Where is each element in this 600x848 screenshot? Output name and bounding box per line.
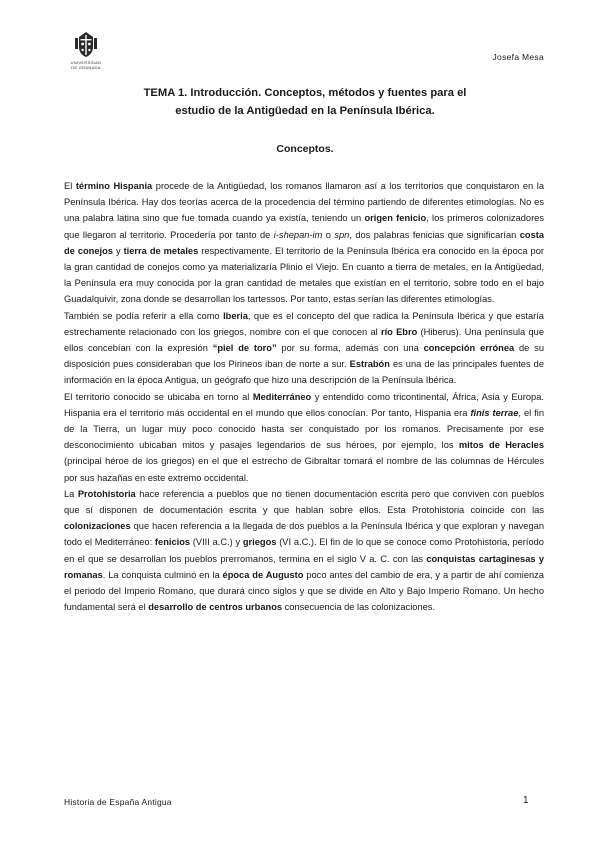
italic-term: spn bbox=[334, 229, 350, 240]
text-run: procede de la Antigüedad, los romanos llamaron así a los territorios que conquistaron en la Península Ibérica. Hay dos teorías acerca de la procedencia del término partiendo de diferentes etimologías. No es una palabra latina sino que fue tomada cuando ya existía, teniendo un bbox=[64, 181, 545, 224]
text-run: es una de las principales fuentes de información en la época Antigua, un geógrafo que hizo una descripción de la Península Ibérica. bbox=[64, 359, 545, 386]
text-run: , los primeros colonizadores que llegaron al territorio. Procedería por tanto de bbox=[64, 213, 544, 240]
bold-term: finis terrae bbox=[470, 407, 519, 418]
text-run: (VIII a.C.) y bbox=[190, 537, 243, 548]
author-name: Josefa Mesa bbox=[492, 52, 544, 62]
bold-term: Iberia bbox=[223, 310, 248, 321]
text-run: y bbox=[112, 245, 124, 256]
document-title bbox=[80, 84, 530, 120]
italic-term: i-shepan-im bbox=[273, 229, 323, 240]
text-run: . La conquista culminó en la bbox=[102, 569, 223, 580]
bold-term: Estrabón bbox=[349, 359, 390, 370]
text-run: , el fin de la Tierra, un lugar muy poco conocido hasta ser conquistado por los romanos. Precisamente por ese desconocimiento ubicaban mitos y pasajes legendarios de sus héroes, por ejemplo, los bbox=[64, 407, 544, 451]
bold-term: conquistas cartaginesas y romanas bbox=[64, 553, 544, 580]
bold-term: griegos bbox=[242, 537, 277, 548]
bold-term: Protohistoria bbox=[77, 488, 136, 499]
page-number: 1 bbox=[523, 795, 529, 806]
text-run: También se podía referir a ella como bbox=[64, 310, 224, 321]
bold-term: río Ebro bbox=[380, 326, 418, 337]
bold-term: época de Augusto bbox=[222, 569, 304, 580]
paragraph-hispania bbox=[64, 178, 544, 308]
text-run: (VI a.C.). El fin de lo que se conoce como Protohistoria, período en el que se desarrollan los pueblos prerromanos, termina en el siglo V a. C. con las bbox=[64, 537, 544, 564]
text-run: respectivamente. El territorio de la Península Ibérica era conocido en la época por la gran cantidad de conejos como ya materializaría Plinio el Viejo. En cuanto a tierra de metales, en la Antigüedad, la Península era muy conocida por la gran cantidad de metales que existían en el territorio, sobre todo en el bajo Guadalquivir, zona donde se desarrollan los tartessos. Por tanto, estas serían las diferentes etimologías. bbox=[64, 245, 544, 305]
text-run: (Hiberus). Una península que ellos concebían con la expresión bbox=[64, 326, 544, 354]
text-run: por su forma, además con una bbox=[276, 343, 424, 354]
bold-term: origen fenicio bbox=[364, 213, 427, 224]
text-run: , que es el concepto del que radica la Península Ibérica y que estaría estrechamente relacionado con los griegos, nombre con el que conocen al bbox=[64, 310, 544, 337]
paragraph-protohistoria bbox=[64, 486, 544, 616]
title-line-1: TEMA 1. Introducción. Conceptos, métodos y fuentes para el bbox=[143, 87, 467, 99]
logo-text-line1: UNIVERSIDAD bbox=[70, 60, 102, 65]
text-run: y entendido como tricontinental, África, Asia y Europa. Hispania era el territorio más occidental en el mundo que ellos conocían. Por tanto, Hispania era bbox=[64, 391, 544, 418]
bold-term: desarrollo de centros urbanos bbox=[148, 602, 283, 613]
bold-term: “piel de toro” bbox=[212, 343, 277, 354]
paragraph-iberia bbox=[64, 308, 544, 389]
text-run: que hacen referencia a la llegada de dos pueblos a la Península Ibérica y que exploran y navegan todo el Mediterráneo: bbox=[64, 521, 544, 548]
title-line-2: estudio de la Antigüedad en la Península Ibérica. bbox=[175, 105, 435, 117]
text-run: consecuencia de las colonizaciones. bbox=[282, 602, 436, 613]
bold-term: término Hispania bbox=[75, 181, 153, 191]
bold-term: concepción errónea bbox=[423, 343, 515, 354]
text-run: , dos palabras fenicias que significarían bbox=[349, 229, 520, 240]
university-logo-text bbox=[66, 60, 106, 70]
text-run: hace referencia a pueblos que no tienen documentación escrita pero que conviven con pueblos que sí disponen de documentación escrita y que hablan sobre ellos. Esta Protohistoria coincide con las bbox=[64, 488, 544, 516]
bold-term: mitos de Heracles bbox=[458, 440, 544, 451]
bold-term: Mediterráneo bbox=[252, 391, 312, 402]
paragraph-mediterraneo bbox=[64, 389, 544, 486]
text-run: La bbox=[64, 488, 78, 499]
text-run: de su disposición pues consideraban que los Pirineos iban de norte a sur. bbox=[64, 343, 544, 370]
bold-term: costa de conejos bbox=[64, 229, 545, 256]
bold-term: fenicios bbox=[154, 537, 191, 548]
text-run: El bbox=[64, 181, 76, 191]
section-heading: Conceptos. bbox=[276, 143, 334, 155]
logo-text-line2: DE GRANADA bbox=[71, 65, 101, 70]
footer-course-name: Historia de España Antigua bbox=[64, 797, 172, 807]
text-run: El territorio conocido se ubicaba en torno al bbox=[64, 391, 253, 402]
body-text bbox=[64, 178, 544, 615]
bold-term: tierra de metales bbox=[123, 245, 199, 256]
text-run: poco antes del cambio de era, y a partir de ahí comienza el periodo del Imperio Romano, que durará cinco siglos y que se divide en Alto y Bajo Imperio Romano. Un hecho fundamental será el bbox=[64, 569, 544, 613]
text-run: o bbox=[322, 229, 335, 240]
text-run: (principal héroe de los griegos) en el que el estrecho de Gibraltar tomará el nombre de las columnas de Hércules por sus hazañas en este extremo occidental. bbox=[64, 456, 544, 483]
bold-term: colonizaciones bbox=[64, 521, 131, 532]
